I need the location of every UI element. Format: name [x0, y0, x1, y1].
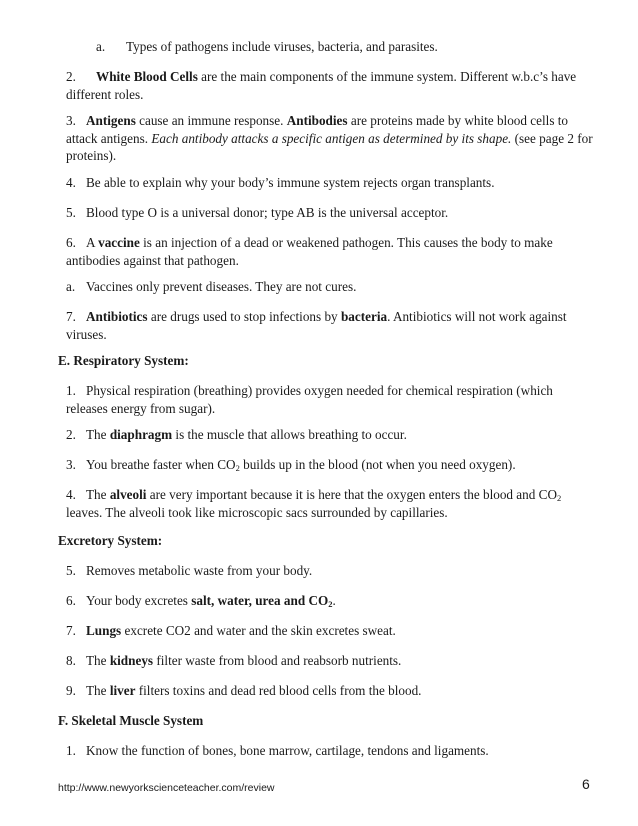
section-heading-excretory: Excretory System:	[58, 533, 163, 548]
list-item: 4. The alveoli are very important because it is here that the oxygen enters the blood and $CO_2$ leaves. The alveoli took like microscopic sacs surrounded by capillaries.	[66, 487, 562, 520]
list-item: 4. Be able to explain why your body’s immune system rejects organ transplants.	[66, 175, 495, 190]
section-heading-respiratory: E. Respiratory System:	[58, 353, 189, 368]
page-number: 6	[582, 776, 590, 792]
list-item: 1. Know the function of bones, bone marrow, cartilage, tendons and ligaments.	[66, 743, 489, 758]
list-item: a. Types of pathogens include viruses, bacteria, and parasites.	[96, 39, 438, 54]
list-item: 3. You breathe faster when $CO_2$ builds up in the blood (not when you need oxygen).	[66, 457, 516, 473]
list-item: 2. White Blood Cells are the main components of the immune system. Different w.b.c’s have different roles.	[66, 69, 577, 102]
list-item: 5. Removes metabolic waste from your body.	[66, 563, 313, 578]
list-item: 9. The liver filters toxins and dead red blood cells from the blood.	[66, 683, 422, 698]
list-item: 6. A vaccine is an injection of a dead or weakened pathogen. This causes the body to make antibodies against that pathogen.	[66, 235, 553, 268]
section-heading-skeletal: F. Skeletal Muscle System	[58, 713, 204, 728]
list-item: 2. The diaphragm is the muscle that allows breathing to occur.	[66, 427, 407, 442]
list-item: 1. Physical respiration (breathing) provides oxygen needed for chemical respiration (which releases energy from sugar).	[66, 383, 553, 416]
list-item: 7. Lungs excrete CO2 and water and the skin excretes sweat.	[66, 623, 396, 638]
list-item: 6. Your body excretes salt, water, urea and $CO_2$.	[66, 593, 336, 609]
list-item: 5. Blood type O is a universal donor; type AB is the universal acceptor.	[66, 205, 449, 220]
list-item: a. Vaccines only prevent diseases. They are not cures.	[66, 279, 357, 294]
list-item: 3. Antigens cause an immune response. Antibodies are proteins made by white blood cells to attack antigens. Each antibody attacks a specific antigen as determined by its shape. (see page 2 for proteins).	[66, 113, 593, 163]
list-item: 8. The kidneys filter waste from blood and reabsorb nutrients.	[66, 653, 402, 668]
footer-url: http://www.newyorkscienceteacher.com/review	[58, 782, 275, 794]
list-item: 7. Antibiotics are drugs used to stop infections by bacteria. Antibiotics will not work against viruses.	[66, 309, 567, 342]
